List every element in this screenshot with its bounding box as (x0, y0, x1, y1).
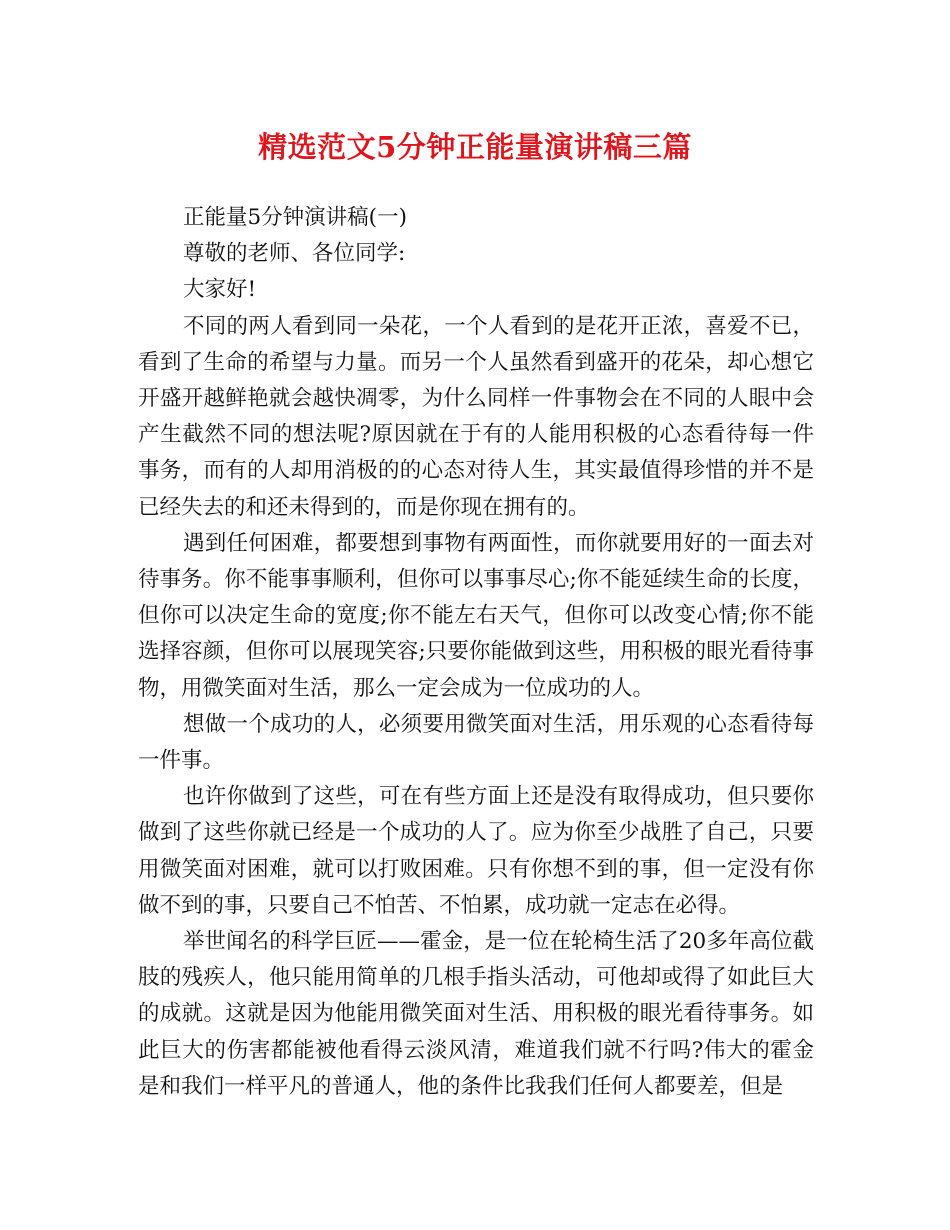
salutation: 尊敬的老师、各位同学: (183, 241, 406, 267)
greeting: 大家好! (183, 277, 257, 303)
speech-heading: 正能量5分钟演讲稿(一) (183, 205, 407, 230)
paragraph: 想做一个成功的人，必须要用微笑面对生活，用乐观的心态看待每一件事。 (138, 711, 814, 774)
paragraph: 不同的两人看到同一朵花，一个人看到的是花开正浓，喜爱不已，看到了生命的希望与力量。而另一个人虽然看到盛开的花朵，却心想它开盛开越鲜艳就会越快凋零，为什么同样一件事物会在不同的人眼中会产生截然不同的想法呢?原因就在于有的人能用积极的心态看待每一件事务，而有的人却用消极的的心态对待人生，其实最值得珍惜的并不是已经失去的和还未得到的，而是你现在拥有的。 (138, 313, 814, 520)
paragraph: 举世闻名的科学巨匠——霍金，是一位在轮椅生活了20多年高位截肢的残疾人，他只能用简单的几根手指头活动，可他却或得了如此巨大的成就。这就是因为他能用微笑面对生活、用积极的眼光看待事务。如此巨大的伤害都能被他看得云淡风清，难道我们就不行吗?伟大的霍金是和我们一样平凡的普通人，他的条件比我我们任何人都要差，但是 (138, 929, 814, 1099)
document-title: 精选范文5分钟正能量演讲稿三篇 (258, 130, 692, 164)
paragraph: 遇到任何困难，都要想到事物有两面性，而你就要用好的一面去对待事务。你不能事事顺利，但你可以事事尽心;你不能延续生命的长度，但你可以决定生命的宽度;你不能左右天气，但你可以改变心情;你不能选择容颜，但你可以展现笑容;只要你能做到这些，用积极的眼光看待事物，用微笑面对生活，那么一定会成为一位成功的人。 (138, 530, 814, 701)
paragraph: 也许你做到了这些，可在有些方面上还是没有取得成功，但只要你做到了这些你就已经是一个成功的人了。应为你至少战胜了自己，只要用微笑面对困难，就可以打败困难。只有你想不到的事，但一定没有你做不到的事，只要自己不怕苦、不怕累，成功就一定志在必得。 (138, 784, 814, 918)
document-body (138, 200, 814, 1105)
